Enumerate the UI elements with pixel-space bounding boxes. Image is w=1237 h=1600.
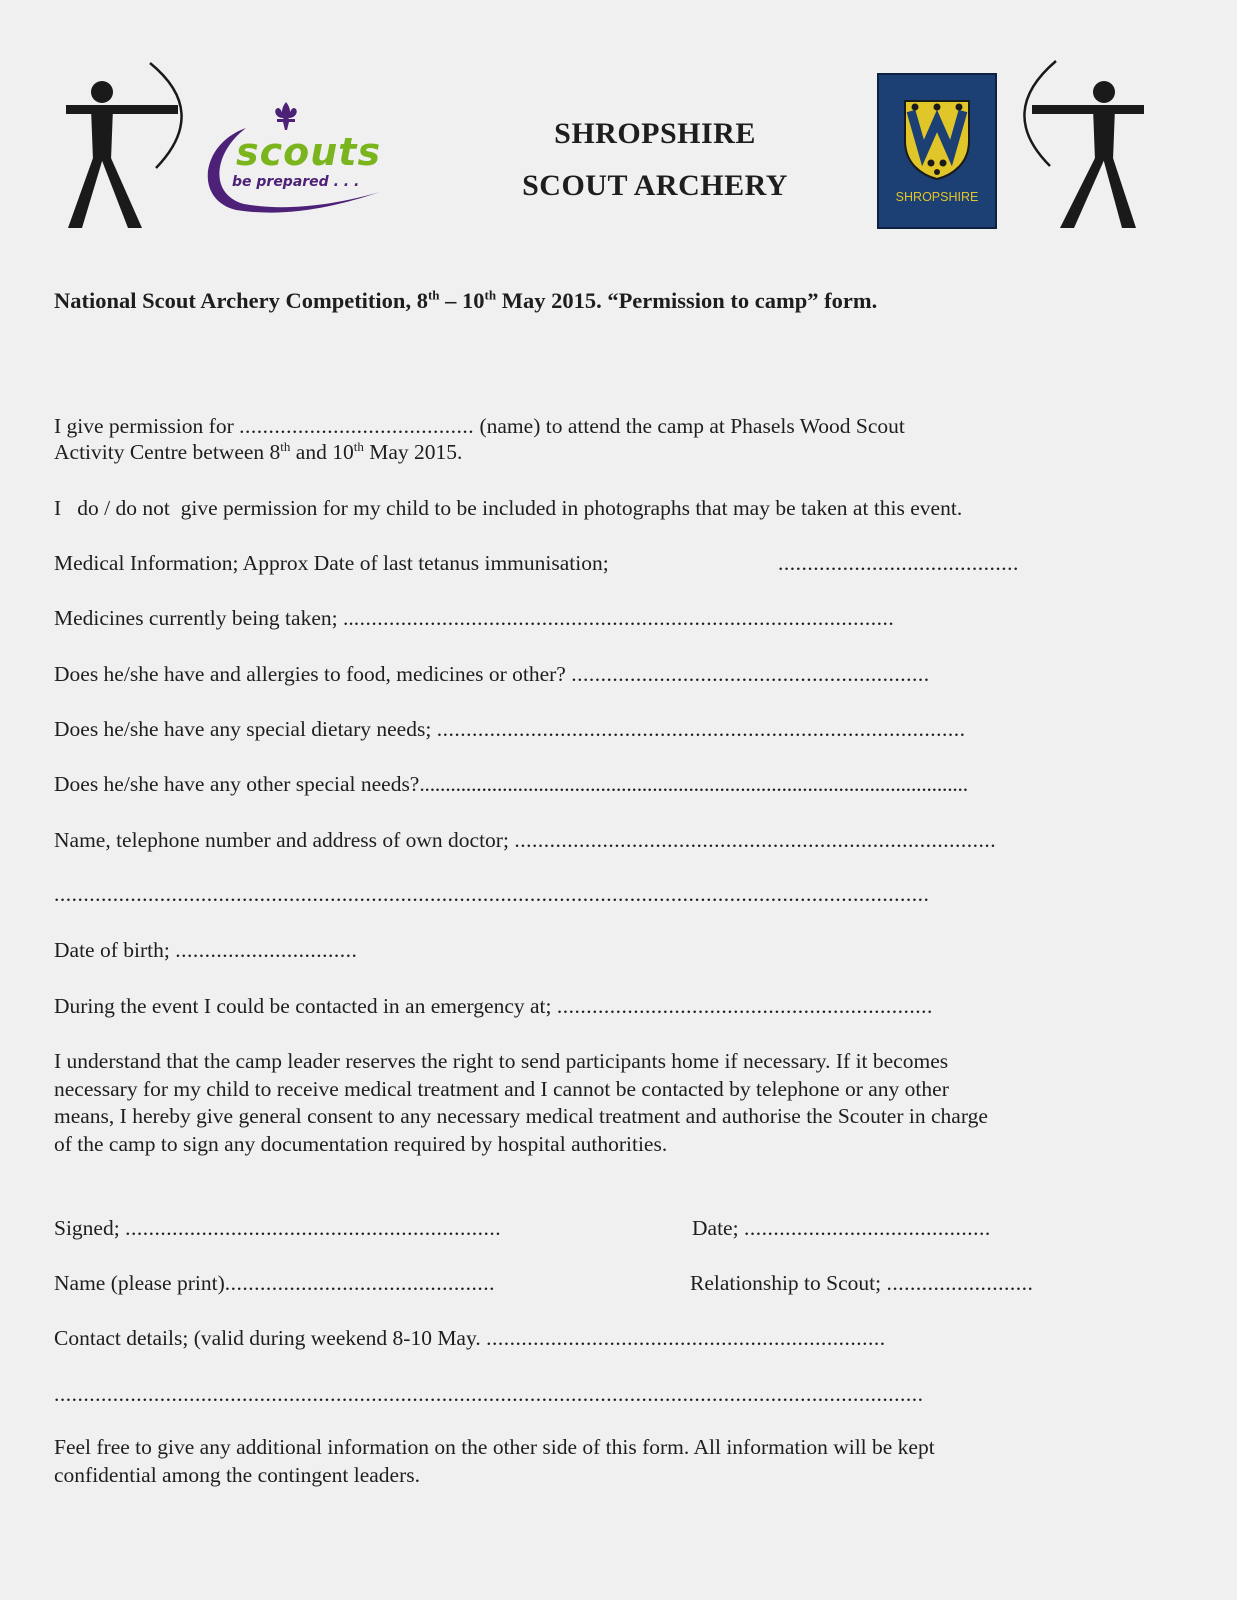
relationship-label: Relationship to Scout; bbox=[690, 1271, 887, 1295]
date-field[interactable]: .......................................... bbox=[743, 1216, 991, 1240]
relationship-field[interactable]: ......................... bbox=[886, 1271, 1034, 1295]
shropshire-badge bbox=[877, 73, 997, 229]
permission-prefix: I give permission for bbox=[54, 414, 240, 438]
allergies-field[interactable]: ............................................................. bbox=[571, 662, 930, 686]
doctor-row bbox=[54, 826, 996, 854]
title-line-2: SCOUT ARCHERY bbox=[522, 169, 788, 202]
emergency-row bbox=[54, 992, 933, 1020]
contact-field-line-2[interactable]: .................................................................................................................................................... bbox=[54, 1382, 924, 1406]
doctor-field-line-2[interactable]: ..................................................................................................................................................... bbox=[54, 882, 930, 906]
medicines-row bbox=[54, 604, 894, 632]
medicines-field[interactable]: ............................................................................................ bbox=[353, 606, 895, 630]
signed-label: Signed; bbox=[54, 1216, 126, 1240]
emergency-label: During the event I could be contacted in an emergency at; bbox=[54, 994, 557, 1018]
dietary-field[interactable]: .......................................................................................... bbox=[436, 717, 966, 741]
permission-line-2-part-3: May 2015. bbox=[363, 440, 463, 464]
permission-line-2-sup-1: th bbox=[280, 438, 291, 454]
permission-line-2-part-1: Activity Centre between 8 bbox=[54, 440, 281, 464]
contact-row bbox=[54, 1324, 886, 1352]
signed-field[interactable]: ................................................................ bbox=[125, 1216, 502, 1240]
permission-line-2 bbox=[54, 438, 462, 466]
form-heading bbox=[54, 288, 877, 314]
emergency-field[interactable]: ................................................................ bbox=[556, 994, 933, 1018]
consent-line-2: necessary for my child to receive medical treatment and I cannot be contacted by telephone or any other bbox=[54, 1076, 949, 1101]
contact-field[interactable]: .................................................................... bbox=[486, 1326, 886, 1350]
special-needs-field[interactable]: .......................................................................................................... bbox=[419, 772, 968, 796]
medicines-label: Medicines currently being taken; .. bbox=[54, 606, 354, 630]
footer-paragraph bbox=[54, 1434, 1144, 1489]
left-archer-icon bbox=[60, 60, 190, 232]
print-name-label: Name (please print) bbox=[54, 1271, 225, 1295]
medical-info-row bbox=[54, 549, 609, 577]
date-label: Date; bbox=[692, 1216, 744, 1240]
print-name-field[interactable]: .............................................. bbox=[224, 1271, 495, 1295]
dietary-row bbox=[54, 715, 965, 743]
shield-icon bbox=[901, 97, 973, 181]
heading-sup-1: th bbox=[427, 287, 440, 303]
print-name-row bbox=[54, 1269, 495, 1297]
permission-line-2-part-2: and 10 bbox=[290, 440, 354, 464]
right-archer-icon bbox=[1016, 58, 1146, 232]
doctor-label: Name, telephone number and address of own doctor; bbox=[54, 828, 515, 852]
scouts-logo-word: scouts bbox=[236, 130, 382, 174]
page-title bbox=[440, 108, 870, 212]
relationship-row bbox=[690, 1269, 1033, 1297]
footer-line-2: confidential among the contingent leaders. bbox=[54, 1462, 420, 1487]
heading-part-3: May 2015. “Permission to camp” form. bbox=[496, 288, 878, 313]
name-field[interactable]: ........................................ bbox=[239, 414, 475, 438]
special-needs-label: Does he/she have any other special needs? bbox=[54, 772, 420, 796]
photographs-consent[interactable]: I do / do not give permission for my child to be included in photographs that may be taken at this event. bbox=[54, 496, 963, 520]
tetanus-date-field[interactable]: ......................................... bbox=[778, 551, 1019, 575]
contact-label: Contact details; (valid during weekend 8-10 May. bbox=[54, 1326, 487, 1350]
consent-line-4: of the camp to sign any documentation required by hospital authorities. bbox=[54, 1131, 668, 1156]
scouts-logo-tagline: be prepared . . . bbox=[232, 174, 360, 190]
dob-field[interactable]: ............................... bbox=[175, 938, 358, 962]
medical-label: Medical Information; Approx Date of last tetanus immunisation; bbox=[54, 551, 609, 575]
consent-line-3: means, I hereby give general consent to any necessary medical treatment and authorise the Scouter in charge bbox=[54, 1104, 988, 1128]
dob-label: Date of birth; bbox=[54, 938, 176, 962]
special-needs-row bbox=[54, 770, 968, 798]
heading-part-1: National Scout Archery Competition, 8 bbox=[54, 288, 428, 313]
shropshire-badge-label: SHROPSHIRE bbox=[895, 190, 979, 204]
dob-row bbox=[54, 936, 357, 964]
date-row bbox=[692, 1214, 991, 1242]
scouts-logo bbox=[198, 100, 398, 218]
title-line-1: SHROPSHIRE bbox=[554, 117, 756, 150]
heading-sup-2: th bbox=[484, 287, 497, 303]
consent-paragraph bbox=[54, 1048, 1144, 1158]
permission-line-1 bbox=[54, 412, 905, 440]
allergies-label: Does he/she have and allergies to food, medicines or other? bbox=[54, 662, 572, 686]
permission-suffix: (name) to attend the camp at Phasels Wood Scout bbox=[479, 414, 905, 438]
permission-line-2-sup-2: th bbox=[353, 438, 364, 454]
heading-part-2: – 10 bbox=[439, 288, 485, 313]
signed-row bbox=[54, 1214, 501, 1242]
dietary-label: Does he/she have any special dietary needs; bbox=[54, 717, 437, 741]
allergies-row bbox=[54, 660, 930, 688]
footer-line-1: Feel free to give any additional information on the other side of this form. All information will be kept bbox=[54, 1435, 935, 1459]
consent-line-1: I understand that the camp leader reserves the right to send participants home if necessary. If it becomes bbox=[54, 1049, 949, 1073]
doctor-field[interactable]: .................................................................................. bbox=[514, 828, 997, 852]
